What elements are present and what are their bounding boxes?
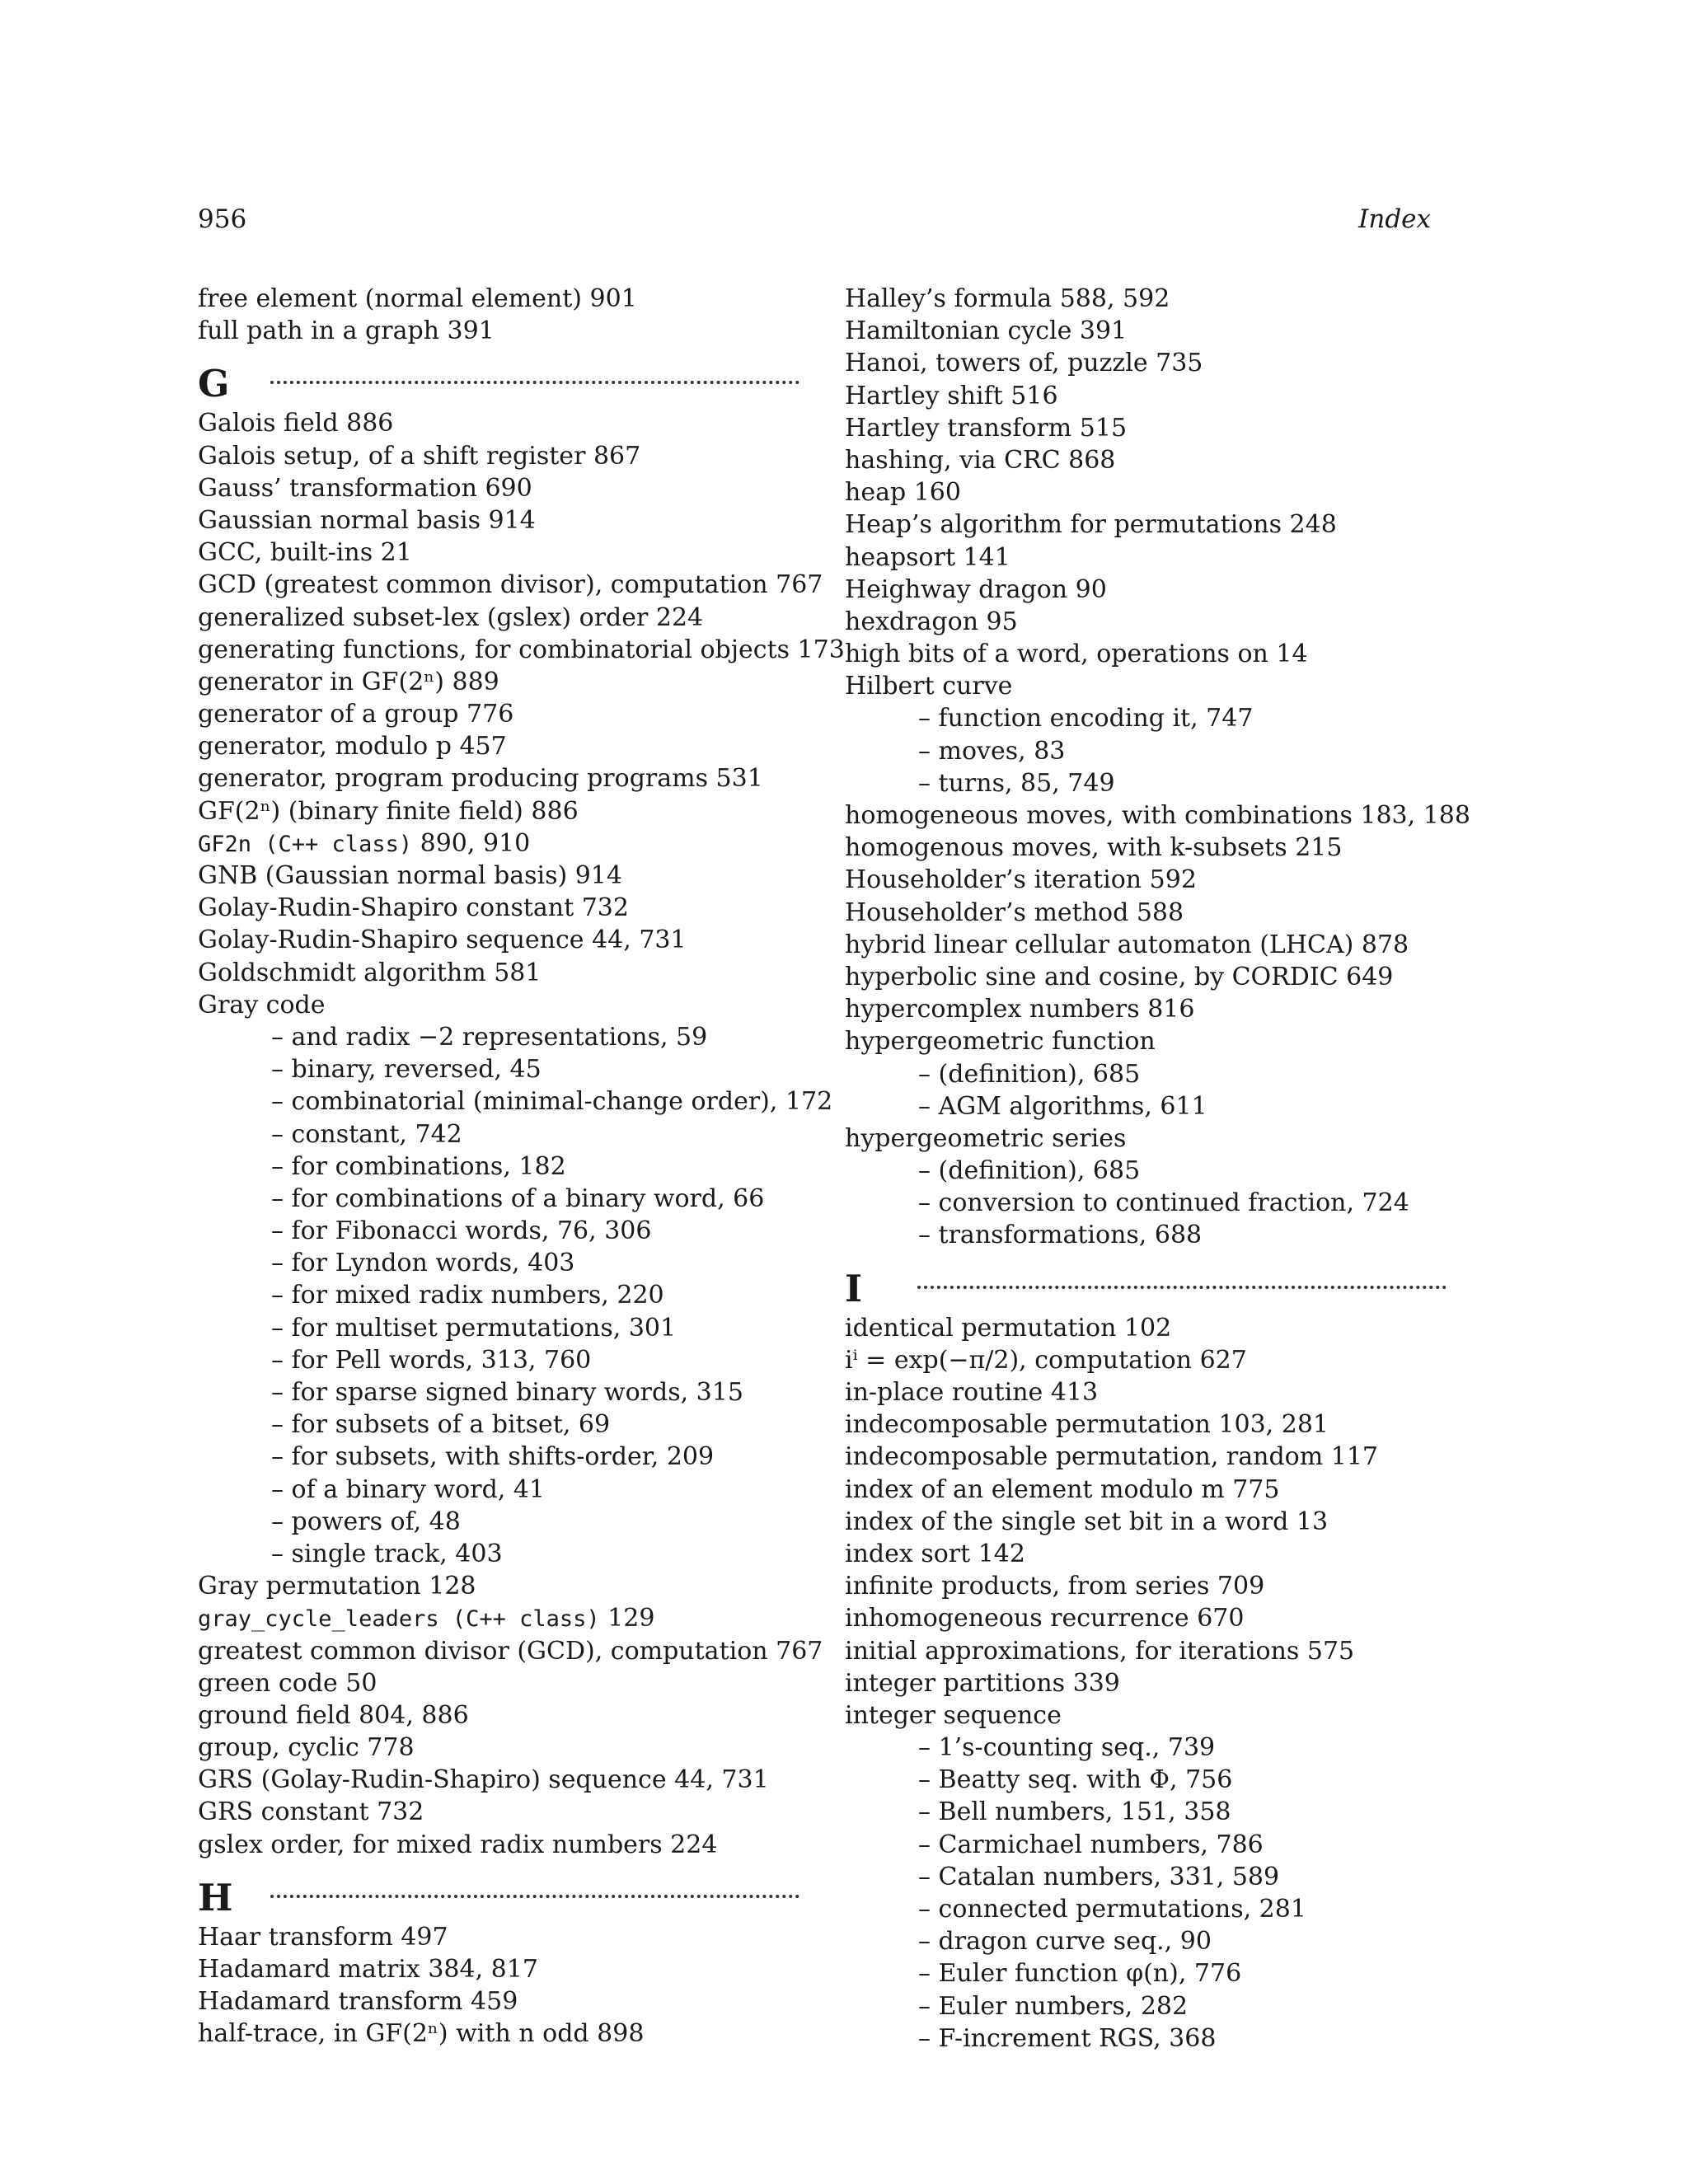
entry-text: generator of a group 776 <box>198 700 514 729</box>
index-subentry <box>845 1925 1447 1957</box>
entry-text: half-trace, in GF(2ⁿ) with n odd 898 <box>198 2019 645 2049</box>
entry-text: – powers of, 48 <box>271 1507 461 1536</box>
index-entry <box>845 1474 1447 1506</box>
entry-text: – for mixed radix numbers, 220 <box>271 1281 664 1310</box>
index-subentry <box>845 1861 1447 1893</box>
index-entry <box>198 407 799 439</box>
entry-text: – (definition), 685 <box>918 1059 1141 1089</box>
entry-text: integer sequence <box>845 1700 1062 1730</box>
entry-text: integer partitions 339 <box>845 1668 1120 1698</box>
index-entry <box>845 476 1447 509</box>
index-entry <box>845 670 1447 702</box>
entry-text: iⁱ = exp(−π/2), computation 627 <box>845 1345 1247 1375</box>
entry-text: generator, program producing programs 531 <box>198 764 763 794</box>
entry-text: ground field 804, 886 <box>198 1700 469 1730</box>
index-subentry <box>198 1183 799 1215</box>
entry-text: generalized subset-lex (gslex) order 224 <box>198 602 704 632</box>
entry-text: Halley’s formula 588, 592 <box>845 284 1170 313</box>
index-subentry <box>198 1151 799 1183</box>
index-entry <box>845 1667 1447 1699</box>
entry-text: Hanoi, towers of, puzzle 735 <box>845 349 1203 378</box>
index-column-right <box>845 283 1470 2055</box>
entry-text: – 1’s-counting seq., 739 <box>918 1733 1216 1763</box>
index-entry <box>845 638 1447 670</box>
entry-text: Hartley transform 515 <box>845 413 1128 443</box>
entry-text: group, cyclic 778 <box>198 1733 415 1763</box>
index-entry <box>198 698 799 730</box>
entry-text: Hartley shift 516 <box>845 381 1058 410</box>
index-entry <box>845 1506 1447 1538</box>
index-entry <box>845 897 1447 929</box>
index-subentry <box>198 1441 799 1473</box>
entry-text: – and radix −2 representations, 59 <box>271 1022 708 1052</box>
index-entry <box>198 569 823 601</box>
entry-text: index sort 142 <box>845 1539 1025 1568</box>
entry-text: – for Lyndon words, 403 <box>271 1249 575 1278</box>
entry-text: generator in GF(2ⁿ) 889 <box>198 667 499 696</box>
index-entry <box>198 537 799 569</box>
entry-text: – Euler function φ(n), 776 <box>918 1959 1242 1989</box>
entry-text: Goldschmidt algorithm 581 <box>198 958 542 987</box>
index-entry <box>198 1570 799 1602</box>
index-entry <box>845 929 1447 961</box>
section-header <box>198 1877 799 1919</box>
entry-text: homogenous moves, with k-subsets 215 <box>845 833 1343 863</box>
index-entry <box>845 380 1447 412</box>
index-subentry <box>198 1474 799 1506</box>
index-subentry <box>198 1312 799 1344</box>
entry-text: heap 160 <box>845 478 961 508</box>
index-entry <box>198 1699 799 1732</box>
page-number: 956 <box>198 204 247 234</box>
entry-text: 890, 910 <box>412 828 531 858</box>
code-term: GF2n (C++ class) <box>198 831 413 857</box>
index-subentry <box>845 2022 1447 2055</box>
entry-text: hybrid linear cellular automaton (LHCA) 878 <box>845 930 1409 959</box>
entry-text: hypergeometric function <box>845 1027 1156 1057</box>
entry-text: – F-increment RGS, 368 <box>918 2023 1217 2053</box>
index-subentry <box>845 702 1447 734</box>
entry-text: – for Pell words, 313, 760 <box>271 1345 592 1375</box>
index-subentry <box>198 1376 799 1408</box>
entry-text: hypergeometric series <box>845 1123 1127 1153</box>
entry-text: – for subsets of a bitset, 69 <box>271 1410 611 1440</box>
index-subentry <box>198 1118 799 1151</box>
index-entry <box>198 827 799 860</box>
index-subentry <box>845 1090 1447 1122</box>
entry-text: indecomposable permutation 103, 281 <box>845 1410 1329 1440</box>
index-entry <box>198 634 845 666</box>
index-entry <box>845 1312 1447 1344</box>
index-subentry <box>198 1021 799 1053</box>
entry-text: in-place routine 413 <box>845 1378 1099 1407</box>
index-entry <box>845 1408 1447 1441</box>
index-entry <box>198 315 799 347</box>
entry-text: indecomposable permutation, random 117 <box>845 1442 1378 1472</box>
index-entry <box>198 666 799 698</box>
index-entry <box>845 1635 1447 1667</box>
entry-text: Hadamard transform 459 <box>198 1987 518 2017</box>
entry-text: – for subsets, with shifts-order, 209 <box>271 1442 715 1472</box>
entry-text: – combinatorial (minimal-change order), 172 <box>271 1087 833 1117</box>
entry-text: – moves, 83 <box>918 736 1066 766</box>
entry-text: Hilbert curve <box>845 672 1013 701</box>
index-entry <box>198 283 799 315</box>
index-subentry <box>845 1893 1447 1925</box>
index-subentry <box>198 1344 799 1376</box>
index-entry <box>198 1953 799 1985</box>
entry-text: full path in a graph 391 <box>198 316 495 346</box>
entry-text: heapsort 141 <box>845 542 1010 572</box>
entry-text: Golay-Rudin-Shapiro sequence 44, 731 <box>198 926 687 955</box>
entry-text: – for multiset permutations, 301 <box>271 1313 677 1343</box>
index-entry <box>198 602 799 634</box>
section-dot-leader <box>270 1895 799 1898</box>
entry-text: hashing, via CRC 868 <box>845 445 1116 475</box>
entry-text: – conversion to continued fraction, 724 <box>918 1188 1409 1218</box>
entry-text: generator, modulo p 457 <box>198 732 507 762</box>
index-entry <box>198 989 799 1021</box>
entry-text: index of an element modulo m 775 <box>845 1474 1280 1504</box>
entry-text: Hadamard matrix 384, 817 <box>198 1955 538 1984</box>
entry-text: – connected permutations, 281 <box>918 1895 1306 1924</box>
entry-text: initial approximations, for iterations 575 <box>845 1636 1355 1666</box>
entry-text: hexdragon 95 <box>845 607 1018 636</box>
entry-text: Heap’s algorithm for permutations 248 <box>845 510 1337 540</box>
entry-text: GRS (Golay-Rudin-Shapiro) sequence 44, 731 <box>198 1765 769 1795</box>
index-entry <box>845 1570 1447 1602</box>
running-head: Index <box>1358 204 1431 234</box>
index-entry <box>845 1025 1447 1057</box>
entry-text: Householder’s method 588 <box>845 898 1184 927</box>
index-subentry <box>845 1155 1447 1187</box>
index-entry <box>845 412 1447 444</box>
index-subentry <box>845 1732 1447 1764</box>
entry-text: inhomogeneous recurrence 670 <box>845 1604 1245 1633</box>
index-subentry <box>198 1085 833 1118</box>
index-entry <box>198 762 799 794</box>
entry-text: Hamiltonian cycle 391 <box>845 316 1128 346</box>
section-header <box>845 1268 1447 1310</box>
index-column-left <box>198 283 845 2050</box>
index-entry <box>845 1602 1447 1634</box>
section-header <box>198 363 799 405</box>
index-entry <box>198 1985 799 2018</box>
entry-text: – binary, reversed, 45 <box>271 1055 542 1085</box>
entry-text: – Catalan numbers, 331, 589 <box>918 1862 1280 1891</box>
section-letter: I <box>845 1266 863 1310</box>
index-entry <box>845 283 1447 315</box>
code-term: gray_cycle_leaders (C++ class) <box>198 1606 600 1633</box>
entry-text: hypercomplex numbers 816 <box>845 995 1195 1024</box>
index-subentry <box>845 1187 1447 1219</box>
entry-text: infinite products, from series 709 <box>845 1572 1265 1601</box>
entry-text: Gauss’ transformation 690 <box>198 473 532 503</box>
index-entry <box>845 1538 1447 1570</box>
index-entry <box>198 1635 823 1667</box>
index-subentry <box>845 735 1447 767</box>
index-subentry <box>845 1957 1447 1990</box>
index-subentry <box>198 1053 799 1085</box>
index-entry <box>198 2018 799 2050</box>
index-subentry <box>198 1538 799 1570</box>
entry-text: Gray code <box>198 990 326 1019</box>
entry-text: Gray permutation 128 <box>198 1572 476 1601</box>
index-entry <box>198 924 799 956</box>
index-entry <box>198 730 799 762</box>
entry-text: Galois setup, of a shift register 867 <box>198 441 641 471</box>
index-subentry <box>198 1247 799 1279</box>
entry-text: – transformations, 688 <box>918 1221 1203 1250</box>
index-entry <box>845 606 1447 638</box>
entry-text: hyperbolic sine and cosine, by CORDIC 649 <box>845 962 1394 991</box>
entry-text: – for combinations, 182 <box>271 1151 566 1181</box>
entry-text: – for sparse signed binary words, 315 <box>271 1378 743 1407</box>
entry-text: green code 50 <box>198 1668 377 1698</box>
entry-text: – for Fibonacci words, 76, 306 <box>271 1216 652 1246</box>
index-entry <box>198 1602 799 1634</box>
entry-text: 129 <box>599 1604 655 1633</box>
index-subentry <box>198 1408 799 1441</box>
entry-text: generating functions, for combinatorial objects 173 <box>198 635 845 664</box>
index-entry <box>845 799 1470 832</box>
entry-text: Gaussian normal basis 914 <box>198 505 536 535</box>
index-subentry <box>845 767 1447 799</box>
index-entry <box>845 315 1447 347</box>
section-letter: G <box>198 362 230 406</box>
index-entry <box>198 1667 799 1699</box>
index-entry <box>845 541 1447 574</box>
entry-text: Galois field 886 <box>198 409 394 438</box>
index-entry <box>845 1376 1447 1408</box>
entry-text: GRS constant 732 <box>198 1797 424 1827</box>
index-entry <box>198 1829 799 1861</box>
index-entry <box>845 993 1447 1025</box>
index-entry <box>198 1764 799 1796</box>
entry-text: – Carmichael numbers, 786 <box>918 1830 1264 1859</box>
index-entry <box>845 832 1447 864</box>
entry-text: – for combinations of a binary word, 66 <box>271 1183 765 1213</box>
entry-text: identical permutation 102 <box>845 1313 1172 1343</box>
entry-text: – Bell numbers, 151, 358 <box>918 1797 1231 1827</box>
index-entry <box>845 1344 1447 1376</box>
entry-text: – single track, 403 <box>271 1539 503 1568</box>
index-entry <box>845 444 1447 476</box>
index-entry <box>845 864 1447 896</box>
entry-text: Heighway dragon 90 <box>845 574 1107 604</box>
entry-text: – constant, 742 <box>271 1119 462 1149</box>
index-subentry <box>845 1796 1447 1828</box>
index-entry <box>845 509 1447 541</box>
entry-text: – of a binary word, 41 <box>271 1474 546 1504</box>
index-entry <box>198 472 799 504</box>
entry-text: – dragon curve seq., 90 <box>918 1927 1212 1957</box>
section-dot-leader <box>270 381 799 384</box>
entry-text: index of the single set bit in a word 13 <box>845 1507 1329 1536</box>
entry-text: greatest common divisor (GCD), computation 767 <box>198 1636 823 1666</box>
index-entry <box>845 961 1447 993</box>
index-subentry <box>845 1058 1447 1090</box>
index-subentry <box>845 1764 1447 1796</box>
entry-text: GF(2ⁿ) (binary finite field) 886 <box>198 796 579 826</box>
index-entry <box>198 1796 799 1828</box>
index-subentry <box>198 1215 799 1247</box>
index-entry <box>198 860 799 892</box>
entry-text: – function encoding it, 747 <box>918 704 1254 733</box>
index-entry <box>198 440 799 472</box>
index-entry <box>198 504 799 537</box>
index-entry <box>845 347 1447 379</box>
section-letter: H <box>198 1875 233 1919</box>
index-entry <box>845 1699 1447 1732</box>
index-subentry <box>198 1279 799 1311</box>
entry-text: gslex order, for mixed radix numbers 224 <box>198 1830 718 1859</box>
index-entry <box>198 892 799 924</box>
entry-text: – Beatty seq. with Φ, 756 <box>918 1765 1233 1795</box>
index-subentry <box>845 1990 1447 2022</box>
entry-text: Householder’s iteration 592 <box>845 865 1197 895</box>
index-entry <box>198 1921 799 1953</box>
entry-text: – Euler numbers, 282 <box>918 1991 1189 2021</box>
entry-text: – AGM algorithms, 611 <box>918 1091 1207 1121</box>
entry-text: Golay-Rudin-Shapiro constant 732 <box>198 893 629 923</box>
entry-text: GCC, built-ins 21 <box>198 538 412 568</box>
entry-text: – (definition), 685 <box>918 1156 1141 1186</box>
entry-text: – turns, 85, 749 <box>918 768 1115 798</box>
index-entry <box>198 957 799 989</box>
entry-text: high bits of a word, operations on 14 <box>845 640 1308 669</box>
index-entry <box>198 1732 799 1764</box>
index-entry <box>845 574 1447 606</box>
entry-text: GCD (greatest common divisor), computation 767 <box>198 570 823 600</box>
section-dot-leader <box>917 1286 1447 1289</box>
index-entry <box>845 1441 1447 1473</box>
index-subentry <box>845 1829 1447 1861</box>
index-subentry <box>198 1506 799 1538</box>
index-entry <box>198 795 799 827</box>
index-subentry <box>845 1219 1447 1251</box>
index-entry <box>845 1122 1447 1155</box>
entry-text: free element (normal element) 901 <box>198 284 637 313</box>
entry-text: homogeneous moves, with combinations 183, 188 <box>845 801 1470 830</box>
entry-text: GNB (Gaussian normal basis) 914 <box>198 861 622 890</box>
entry-text: Haar transform 497 <box>198 1922 448 1952</box>
